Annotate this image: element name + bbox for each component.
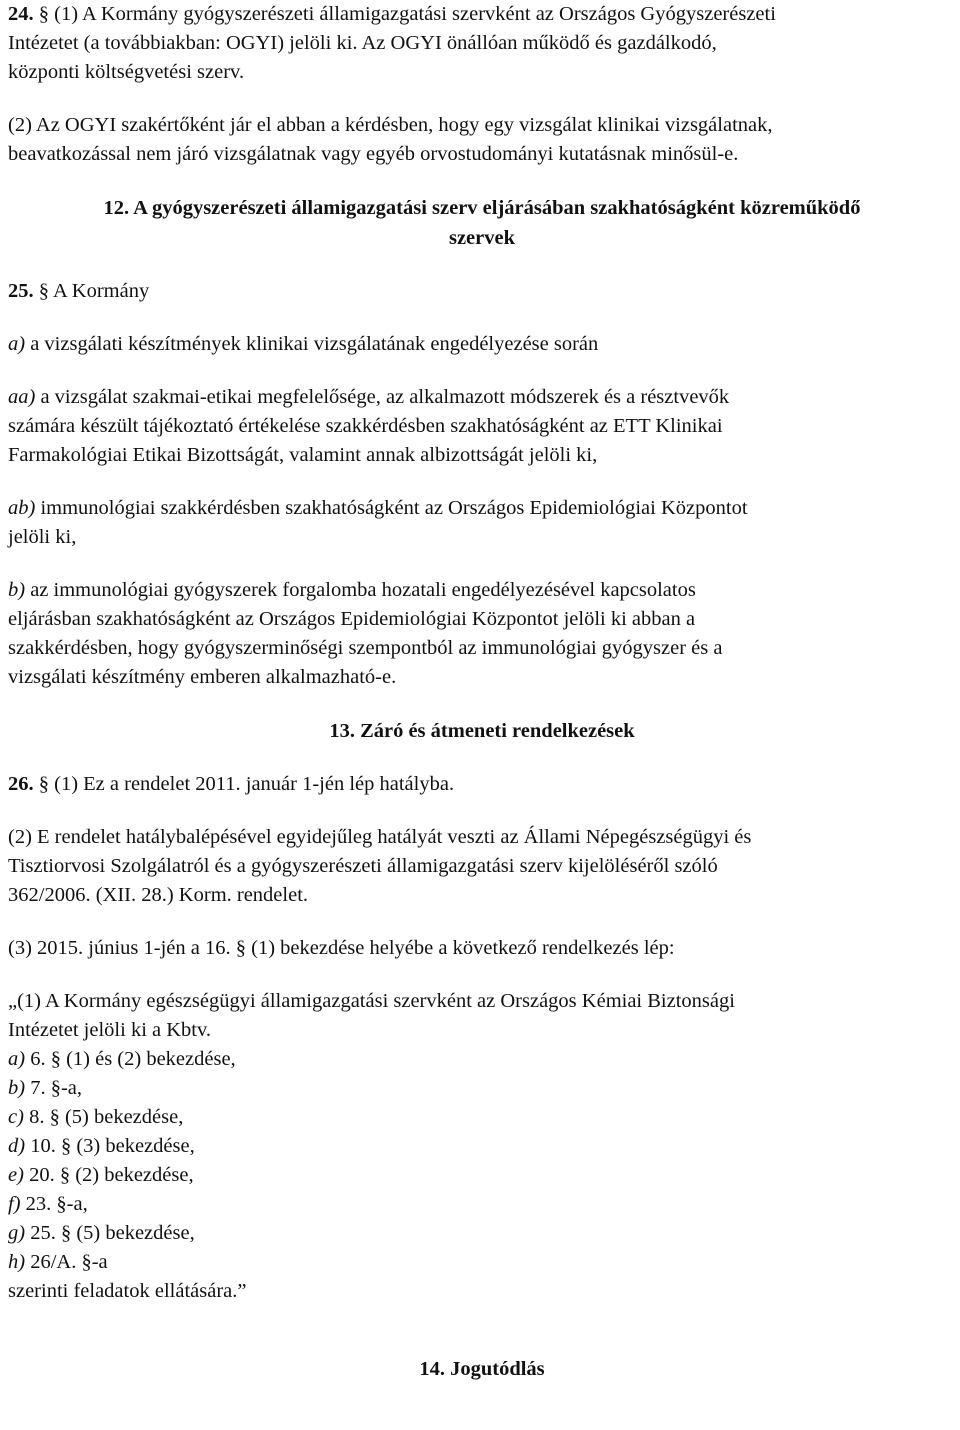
paragraph-24-1	[8, 0, 956, 87]
point-marker: f)	[8, 1193, 21, 1215]
point-text: számára készült tájékoztató értékelése szakkérdésben szakhatóságként az ETT Klinikai	[8, 415, 723, 437]
list-item	[8, 1190, 956, 1219]
list-item	[8, 1161, 956, 1190]
section-26	[8, 770, 956, 1306]
list-item	[8, 1219, 956, 1248]
section-reference-number: 26/A.	[30, 1251, 77, 1273]
section-25	[8, 277, 956, 692]
point-marker: ab)	[8, 497, 36, 519]
section-reference-number: 25.	[30, 1222, 56, 1244]
paragraph-text: (1) bekezdése helyébe a következő rendelkezés lép:	[251, 937, 675, 959]
point-marker: g)	[8, 1222, 26, 1244]
list-item-text: (3) bekezdése,	[76, 1135, 195, 1157]
point-text: a vizsgálat szakmai-etikai megfelelősége, az alkalmazott módszerek és a résztvevők	[40, 386, 730, 408]
point-marker: b)	[8, 1077, 26, 1099]
point-b	[8, 576, 956, 692]
point-marker: aa)	[8, 386, 36, 408]
paragraph-text: Tisztiorvosi Szolgálatról és a gyógyszerészeti államigazgatási szerv kijelöléséről szóló	[8, 855, 718, 877]
list-item-text: (1) és (2) bekezdése,	[66, 1048, 236, 1070]
list-item	[8, 1074, 956, 1103]
paragraph-text: (2) Az OGYI szakértőként jár el abban a kérdésben, hogy egy vizsgálat klinikai vizsgálatnak,	[8, 114, 773, 136]
section-symbol: §	[235, 937, 246, 959]
list-item-text: (2) bekezdése,	[75, 1164, 194, 1186]
list-item-text: (5) bekezdése,	[64, 1106, 184, 1128]
point-text: immunológiai szakkérdésben szakhatóságként az Országos Epidemiológiai Központot	[40, 497, 748, 519]
point-marker: d)	[8, 1135, 26, 1157]
section-symbol: §	[50, 1048, 61, 1070]
section-number: 24.	[8, 3, 34, 25]
list-item	[8, 1103, 956, 1132]
section-symbol: §	[38, 280, 49, 302]
point-text: vizsgálati készítmény emberen alkalmazható-e.	[8, 666, 397, 688]
quoted-intro	[8, 987, 956, 1045]
section-symbol: §	[60, 1135, 72, 1157]
paragraph-24-2	[8, 111, 956, 169]
paragraph-text: Intézetet (a továbbiakban: OGYI) jelöli ki. Az OGYI önállóan működő és gazdálkodó,	[8, 32, 717, 54]
point-text: szakkérdésben, hogy gyógyszerminőségi szempontból az immunológiai gyógyszer és a	[8, 637, 723, 659]
point-aa	[8, 383, 956, 470]
paragraph-text: 362/2006. (XII. 28.) Korm. rendelet.	[8, 884, 309, 906]
paragraph-text: beavatkozással nem járó vizsgálatnak vagy egyéb orvostudományi kutatásnak minősül-e.	[8, 143, 739, 165]
list-item	[8, 1045, 956, 1074]
paragraph-26-2	[8, 823, 956, 910]
section-symbol: §	[38, 3, 49, 25]
section-24	[8, 0, 956, 169]
section-symbol: §	[81, 1251, 92, 1273]
point-text: Farmakológiai Etikai Bizottságát, valamint annak albizottságát jelöli ki,	[8, 444, 598, 466]
section-symbol: §	[60, 1222, 72, 1244]
section-symbol: §	[50, 1077, 61, 1099]
point-ab	[8, 494, 956, 552]
list-item	[8, 1132, 956, 1161]
enumerated-list	[8, 1045, 956, 1277]
point-text: jelöli ki,	[8, 526, 77, 548]
section-reference-number: 7.	[30, 1077, 46, 1099]
paragraph-text: „(1) A Kormány egészségügyi államigazgatási szervként az Országos Kémiai Biztonsági	[8, 990, 735, 1012]
section-reference-number: 20.	[29, 1164, 55, 1186]
section-symbol: §	[49, 1106, 60, 1128]
paragraph-text: (1) A Kormány gyógyszerészeti államigazgatási szervként az Országos Gyógyszerészeti	[54, 3, 776, 25]
point-marker: a)	[8, 1048, 26, 1070]
chapter-heading-13: 13. Záró és átmeneti rendelkezések	[329, 720, 635, 742]
point-marker: h)	[8, 1251, 26, 1273]
point-marker: b)	[8, 579, 26, 601]
section-reference-number: 23.	[25, 1193, 52, 1215]
section-reference-number: 8.	[29, 1106, 45, 1128]
paragraph-26-1	[8, 770, 956, 799]
section-reference-number: 10.	[30, 1135, 56, 1157]
list-item-text: -a,	[66, 1193, 88, 1215]
point-text: az immunológiai gyógyszerek forgalomba hozatali engedélyezésével kapcsolatos	[30, 579, 696, 601]
quoted-provision	[8, 987, 956, 1306]
paragraph-text: (1) Ez a rendelet 2011. január 1-jén lép hatályba.	[54, 773, 455, 795]
point-marker: e)	[8, 1164, 24, 1186]
list-item-text: (5) bekezdése,	[76, 1222, 195, 1244]
section-number: 26.	[8, 773, 34, 795]
chapter-heading-14: 14. Jogutódlás	[419, 1358, 545, 1380]
point-marker: a)	[8, 333, 26, 355]
chapter-heading-12	[8, 193, 956, 253]
heading-line: szervek	[448, 227, 516, 249]
list-item-text: -a	[91, 1251, 108, 1273]
list-item	[8, 1248, 956, 1277]
point-text: eljárásban szakhatóságként az Országos Epidemiológiai Központot jelöli ki abban a	[8, 608, 696, 630]
section-symbol: §	[56, 1193, 67, 1215]
quoted-closing: szerinti feladatok ellátására.”	[8, 1280, 247, 1302]
list-item-text: -a,	[60, 1077, 83, 1099]
section-symbol: §	[59, 1164, 71, 1186]
paragraph-text: központi költségvetési szerv.	[8, 61, 245, 83]
paragraph-text: (2) E rendelet hatálybalépésével egyidejűleg hatályát veszti az Állami Népegészségügyi és	[8, 826, 752, 848]
section-symbol: §	[38, 773, 49, 795]
paragraph-26-3	[8, 934, 956, 963]
point-marker: c)	[8, 1106, 24, 1128]
paragraph-text: A Kormány	[53, 280, 150, 302]
heading-line: 12. A gyógyszerészeti államigazgatási szerv eljárásában szakhatóságként közreműködő	[103, 197, 861, 219]
paragraph-25-intro	[8, 277, 956, 306]
paragraph-text: (3) 2015. június 1-jén a 16.	[8, 937, 231, 959]
section-number: 25.	[8, 280, 34, 302]
section-reference-number: 6.	[30, 1048, 46, 1070]
paragraph-text: Intézetet jelöli ki a Kbtv.	[8, 1019, 212, 1041]
point-text: a vizsgálati készítmények klinikai vizsgálatának engedélyezése során	[30, 333, 599, 355]
point-a	[8, 330, 956, 359]
document-page	[8, 0, 956, 1384]
